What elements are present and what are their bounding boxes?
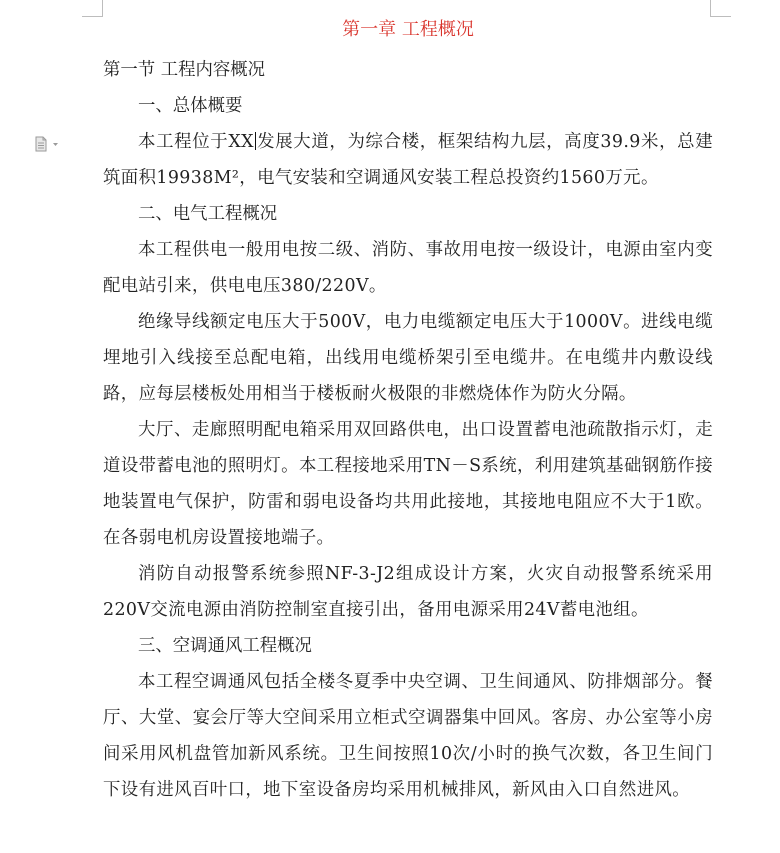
- paragraph-overview: [103, 124, 713, 196]
- page-corner-mark-right: [710, 0, 731, 17]
- chapter-title: 第一章 工程概况: [342, 19, 474, 40]
- paragraph-cabling: 绝缘导线额定电压大于500V，电力电缆额定电压大于1000V。进线电缆埋地引入线接至总配电箱，出线用电缆桥架引至电缆井。在电缆井内敷设线路，应每层楼板处用相当于楼板耐火极限的非燃烧体作为防火分隔。: [103, 312, 713, 404]
- document-options-icon[interactable]: [34, 136, 64, 152]
- paragraph-fire-alarm: 消防自动报警系统参照NF-3-J2组成设计方案，火灾自动报警系统采用220V交流电源由消防控制室直接引出，备用电源采用24V蓄电池组。: [103, 564, 713, 620]
- page-corner-mark-left: [82, 0, 103, 17]
- text-cursor: [255, 132, 256, 150]
- document-body[interactable]: [103, 14, 713, 808]
- paragraph-text: 发展大道，为综合楼，框架结构九层，高度39.9米，总建筑面积19938M²，电气安装和空调通风安装工程总投资约1560万元。: [103, 132, 713, 188]
- heading-electrical: 二、电气工程概况: [138, 204, 278, 224]
- paragraph-power-supply: 本工程供电一般用电按二级、消防、事故用电按一级设计，电源由室内变配电站引来，供电电压380/220V。: [103, 240, 713, 296]
- paragraph-lighting-grounding: 大厅、走廊照明配电箱采用双回路供电，出口设置蓄电池疏散指示灯，走道设带蓄电池的照明灯。本工程接地采用TN－S系统，利用建筑基础钢筋作接地装置电气保护，防雷和弱电设备均共用此接地，其接地电阻应不大于1欧。在各弱电机房设置接地端子。: [103, 420, 713, 548]
- heading-overview: 一、总体概要: [138, 96, 243, 116]
- paragraph-hvac: 本工程空调通风包括全楼冬夏季中央空调、卫生间通风、防排烟部分。餐厅、大堂、宴会厅等大空间采用立柜式空调器集中回风。客房、办公室等小房间采用风机盘管加新风系统。卫生间按照10次/小时的换气次数，各卫生间门下设有进风百叶口，地下室设备房均采用机械排风，新风由入口自然进风。: [103, 672, 713, 800]
- paragraph-text: 本工程位于XX: [138, 132, 254, 152]
- section-title: 第一节 工程内容概况: [103, 60, 266, 80]
- heading-hvac: 三、空调通风工程概况: [138, 636, 312, 656]
